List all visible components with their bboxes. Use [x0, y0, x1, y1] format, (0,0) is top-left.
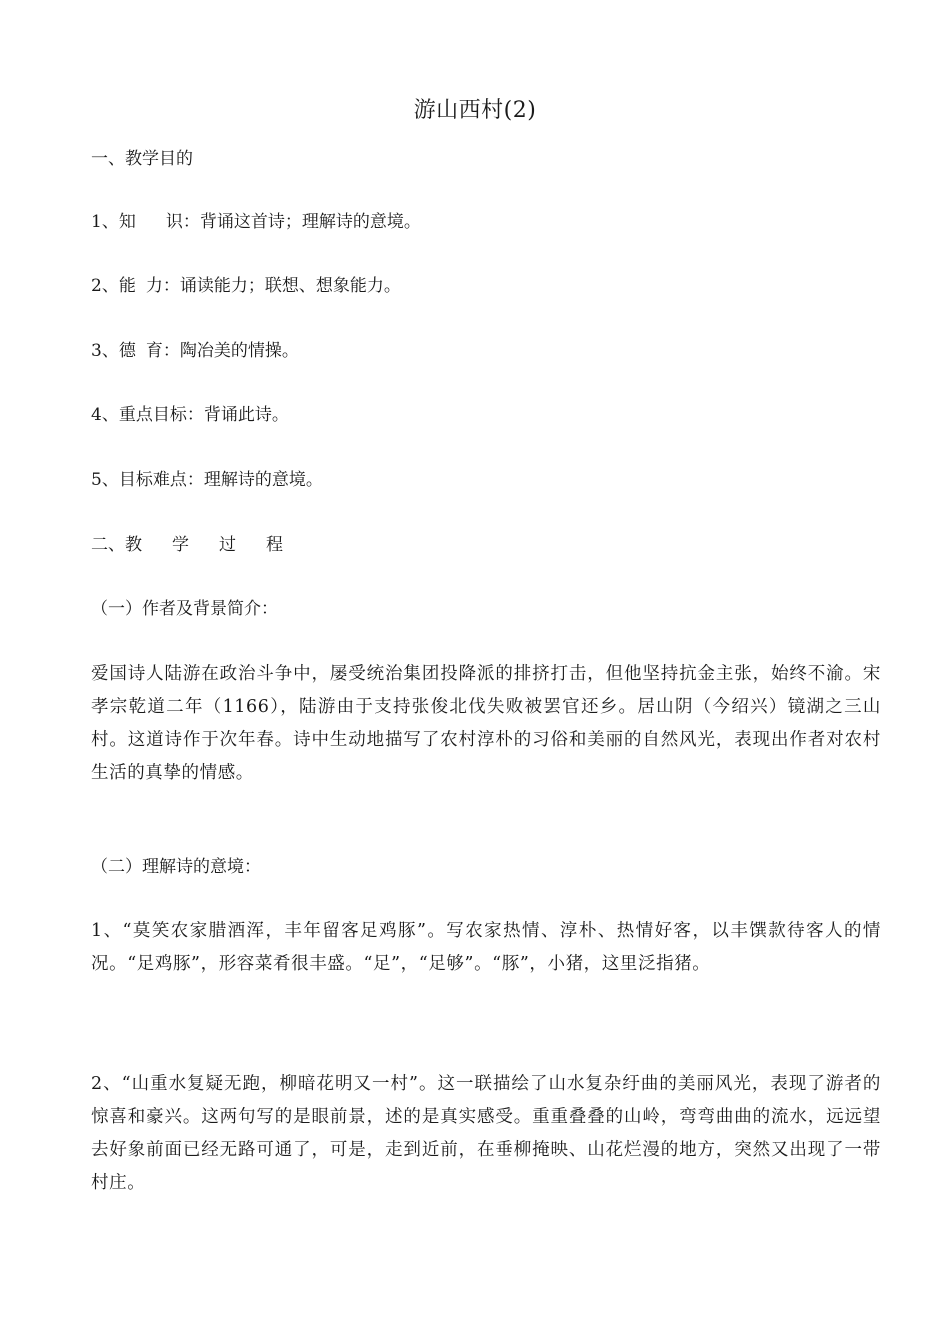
objective-text: 背诵这首诗；理解诗的意境。: [199, 212, 421, 232]
objective-item-moral: [91, 338, 299, 364]
objective-label-part-a: 3、德: [91, 341, 136, 361]
subheading-author-background: （一）作者及背景简介：: [91, 599, 278, 619]
objective-item-difficulty: [91, 467, 323, 493]
process-heading-char: 学: [172, 535, 189, 555]
process-heading-char: 程: [266, 535, 283, 555]
objective-text: 陶冶美的情操。: [179, 341, 299, 361]
objective-text: 理解诗的意境。: [203, 470, 323, 490]
objective-text: 背诵此诗。: [203, 405, 289, 425]
objective-label-part-b: 力：: [145, 276, 180, 296]
document-title: 游山西村(2): [413, 98, 537, 123]
objective-label-part-b: 育：: [145, 341, 180, 361]
objective-item-knowledge: [91, 209, 421, 235]
objective-label: 4、重点目标：: [91, 405, 204, 425]
objective-text: 诵读能力；联想、想象能力。: [179, 276, 401, 296]
objective-item-ability: [91, 273, 401, 299]
objective-label-part-a: 2、能: [91, 276, 136, 296]
process-heading-char: 过: [219, 535, 236, 555]
section-heading-objectives: 一、教学目的: [91, 149, 193, 169]
section-heading-process: [91, 532, 283, 558]
objective-label: 5、目标难点：: [91, 470, 204, 490]
objective-item-key-goal: [91, 402, 289, 428]
objective-label-part-b: 识：: [165, 212, 200, 232]
subheading-poem-meaning: （二）理解诗的意境：: [91, 857, 261, 877]
paragraph-interpretation-1: 1、“莫笑农家腊酒浑，丰年留客足鸡豚”。写农家热情、淳朴、热情好客，以丰馔款待客人的情况。“足鸡豚”，形容菜肴很丰盛。“足”，“足够”。“豚”，小猪，这里泛指猪。: [91, 921, 881, 974]
objective-label-part-a: 1、知: [91, 212, 136, 232]
paragraph-author-background: 爱国诗人陆游在政治斗争中，屡受统治集团投降派的排挤打击，但他坚持抗金主张，始终不渝。宋孝宗乾道二年（1166），陆游由于支持张俊北伐失败被罢官还乡。居山阴（今绍兴）镜湖之三山村。这道诗作于次年春。诗中生动地描写了农村淳朴的习俗和美丽的自然风光，表现出作者对农村生活的真挚的情感。: [91, 664, 881, 783]
paragraph-interpretation-2: 2、“山重水复疑无跑，柳暗花明又一村”。这一联描绘了山水复杂纡曲的美丽风光，表现了游者的惊喜和豪兴。这两句写的是眼前景，述的是真实感受。重重叠叠的山岭，弯弯曲曲的流水，远远望去好象前面已经无路可通了，可是，走到近前，在垂柳掩映、山花烂漫的地方，突然又出现了一带村庄。: [91, 1074, 881, 1193]
process-heading-prefix: 二、教: [91, 535, 142, 555]
